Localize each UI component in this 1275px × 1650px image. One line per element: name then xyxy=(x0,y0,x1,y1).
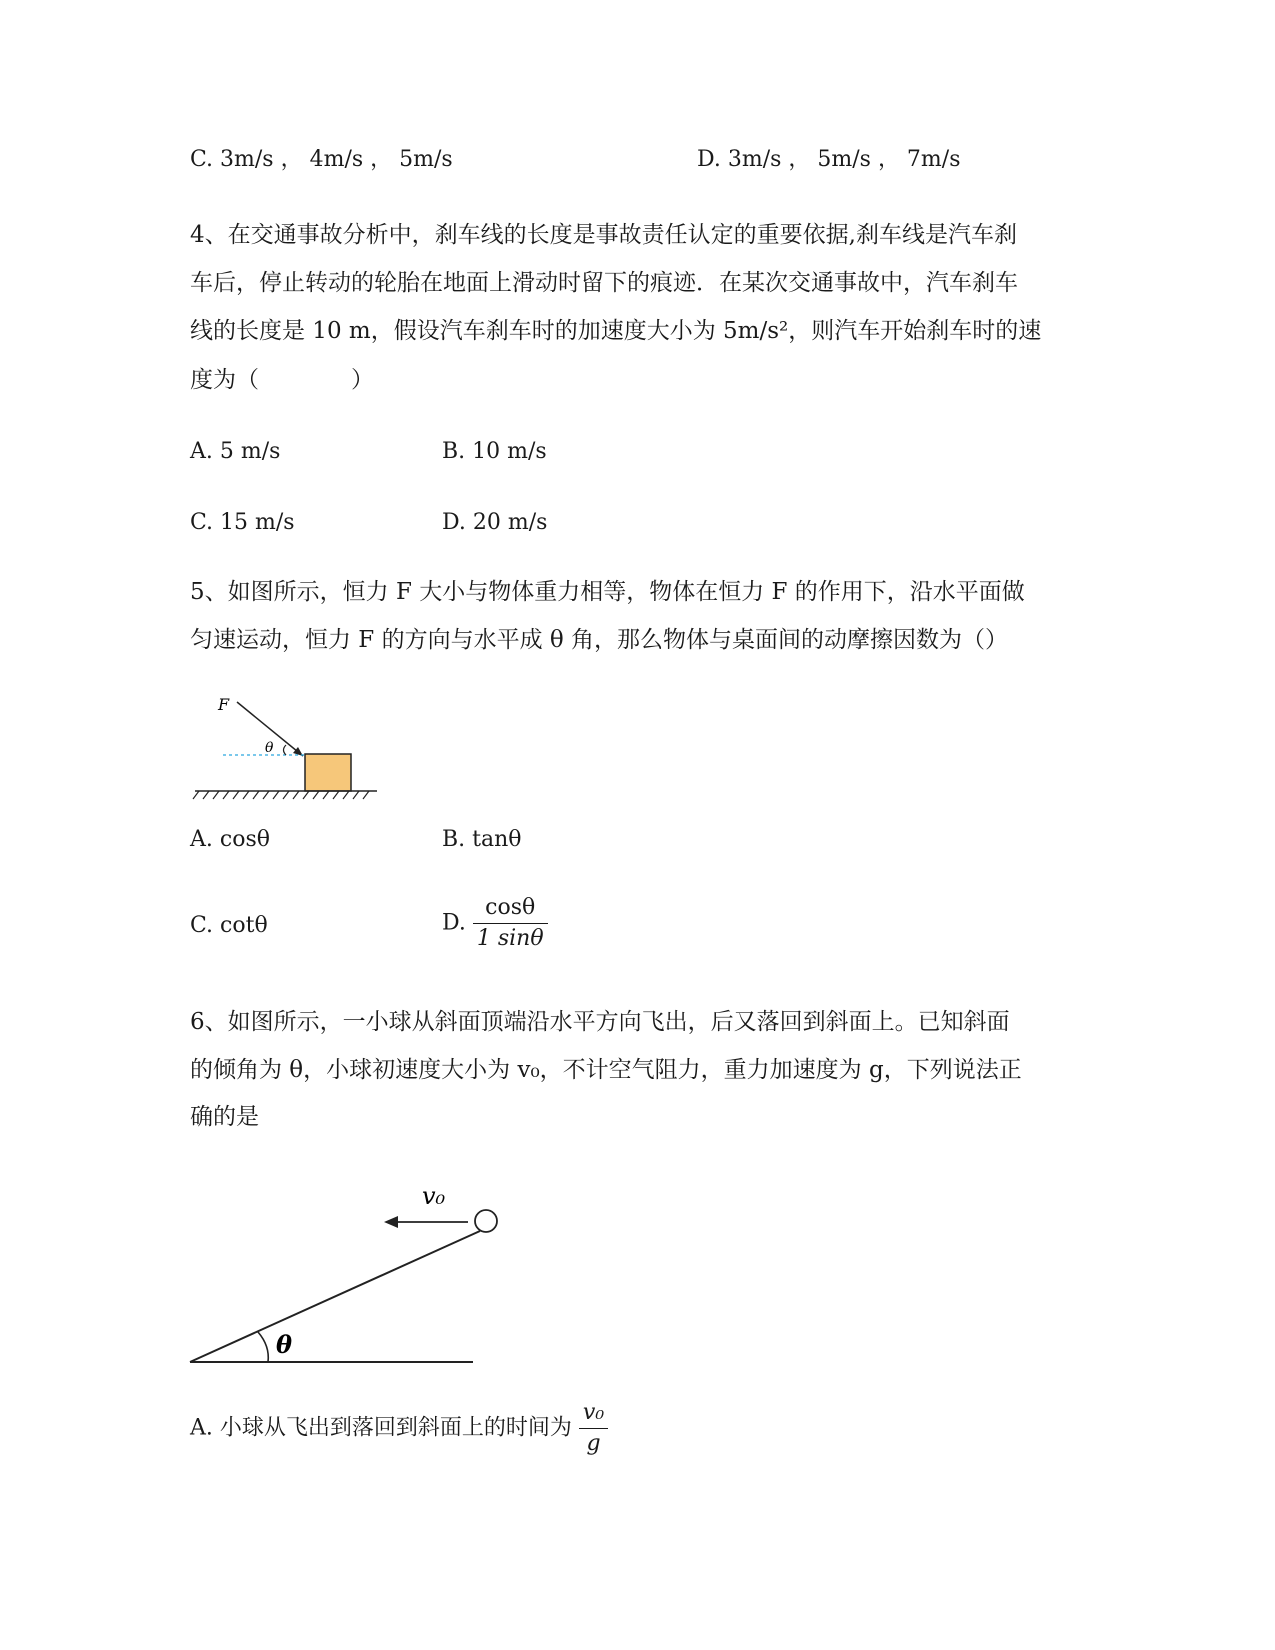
q6-option-a-numerator: v₀ xyxy=(579,1398,608,1429)
q6-angle-arc xyxy=(258,1332,268,1362)
q4-option-c: C. 15 m/s xyxy=(190,510,295,535)
q5-option-d-fraction xyxy=(473,893,548,954)
q6-incline-slope xyxy=(190,1231,480,1362)
q5-option-d-numerator: cosθ xyxy=(473,893,548,924)
q6-figure-angle-label: θ xyxy=(276,1330,293,1359)
q6-option-a-text: A. 小球从飞出到落回到斜面上的时间为 xyxy=(190,1415,572,1441)
q6-option-a-fraction xyxy=(579,1398,608,1459)
q5-option-d-prefix: D. xyxy=(442,910,466,936)
q5-text-line-1: 5、如图所示，恒力 F 大小与物体重力相等，物体在恒力 F 的作用下，沿水平面做 xyxy=(190,579,1025,605)
q5-option-d xyxy=(442,893,548,954)
q3-option-d: D. 3m/s ， 5m/s ， 7m/s xyxy=(697,147,961,172)
q5-figure-angle-label: θ xyxy=(265,740,274,756)
q5-force-diagram xyxy=(185,690,385,800)
q6-option-a-denominator: g xyxy=(586,1431,601,1456)
q4-text-line-4: 度为（ ） xyxy=(190,367,374,393)
q5-block xyxy=(305,754,351,791)
q4-option-a: A. 5 m/s xyxy=(190,439,281,464)
q5-option-a: A. cosθ xyxy=(190,827,270,852)
q4-option-b: B. 10 m/s xyxy=(442,439,547,464)
q4-text-line-1: 4、在交通事故分析中，刹车线的长度是事故责任认定的重要依据,刹车线是汽车刹 xyxy=(190,222,1017,248)
q6-option-a xyxy=(190,1398,608,1459)
q5-option-d-denominator: 1 sinθ xyxy=(476,926,544,951)
q4-option-d: D. 20 m/s xyxy=(442,510,548,535)
q4-text-line-3: 线的长度是 10 m，假设汽车刹车时的加速度大小为 5m/s²，则汽车开始刹车时的速 xyxy=(190,318,1042,344)
q5-figure-force-label: F xyxy=(218,695,230,714)
q5-option-c: C. cotθ xyxy=(190,913,268,938)
q5-angle-arc xyxy=(284,745,287,755)
q3-option-c: C. 3m/s ， 4m/s ， 5m/s xyxy=(190,147,453,172)
q6-incline-diagram xyxy=(180,1168,520,1378)
q6-text-line-1: 6、如图所示，一小球从斜面顶端沿水平方向飞出，后又落回到斜面上。已知斜面 xyxy=(190,1009,1010,1035)
q6-velocity-arrowhead xyxy=(384,1216,398,1228)
q4-text-line-2: 车后，停止转动的轮胎在地面上滑动时留下的痕迹．在某次交通事故中，汽车刹车 xyxy=(190,270,1018,296)
q6-text-line-3: 确的是 xyxy=(190,1104,259,1130)
q6-ball xyxy=(475,1210,497,1232)
q5-ground-hatching xyxy=(193,791,369,799)
q5-option-b: B. tanθ xyxy=(442,827,522,852)
q6-text-line-2: 的倾角为 θ，小球初速度大小为 v₀，不计空气阻力，重力加速度为 g，下列说法正 xyxy=(190,1057,1022,1083)
q5-text-line-2: 匀速运动，恒力 F 的方向与水平成 θ 角，那么物体与桌面间的动摩擦因数为（） xyxy=(190,627,1009,653)
q6-figure-velocity-label: v₀ xyxy=(422,1182,446,1210)
